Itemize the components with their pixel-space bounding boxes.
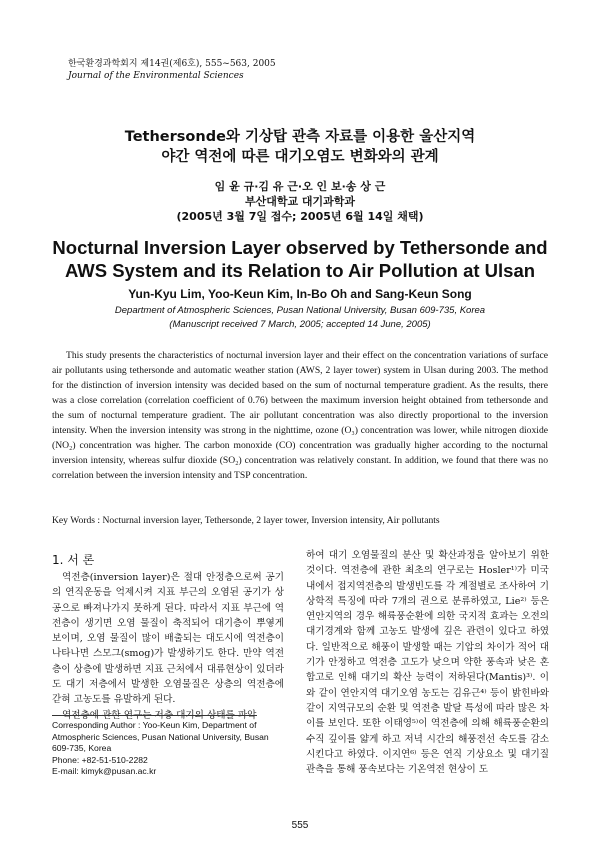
footnote-divider <box>52 715 257 716</box>
english-title-line1: Nocturnal Inversion Layer observed by Tethersonde and <box>52 237 548 258</box>
korean-dates: (2005년 3월 7일 접수; 2005년 6월 14일 채택) <box>176 210 424 223</box>
footnote-author: Corresponding Author : Yoo-Keun Kim, Department of Atmospheric Sciences, Pusan National University, Busan 609-735, Korea <box>52 720 269 753</box>
footnote-email: E-mail: kimyk@pusan.ac.kr <box>52 766 157 776</box>
english-dates: (Manuscript received 7 March, 2005; accepted 14 June, 2005) <box>169 319 431 330</box>
keywords: Key Words : Nocturnal inversion layer, Tethersonde, 2 layer tower, Inversion intensity, Air pollutants <box>52 515 440 526</box>
footnote-phone: Phone: +82-51-510-2282 <box>52 754 148 765</box>
running-head <box>68 58 276 82</box>
abstract: This study presents the characteristics of nocturnal inversion layer and their effect on the concentration variations of surface air pollutants using tethersonde and automatic weather station (AWS, 2 layer tower) system in Ulsan during 2003. The method for the distinction of inversion intensity was decided based on the sum of nocturnal temperature gradient. As the results, there was a close correlation (correlation coefficient of 0.76) between the maximum inversion height obtained from tethersonde and the sum of nocturnal temperature gradient. The air pollutant concentration was also directly proportional to the inversion intensity. When the inversion intensity was strong in the nighttime, ozone (O₃) concentration was lower, while nitrogen dioxide (NO₂) concentration was higher. The carbon monoxide (CO) concentration was gradually higher according to the nocturnal inversion intensity, whereas sulfur dioxide (SO₂) concentration was relatively constant. In addition, we found that there was no correlation between the inversion intensity and TSP concentration. <box>52 350 548 481</box>
english-authors: Yun-Kyu Lim, Yoo-Keun Kim, In-Bo Oh and Sang-Keun Song <box>128 287 472 301</box>
page-number: 555 <box>291 820 309 831</box>
section-heading: 1. 서 론 <box>52 553 95 567</box>
korean-affiliation: 부산대학교 대기과학과 <box>244 195 356 208</box>
right-column <box>306 548 549 777</box>
journal-citation: 한국환경과학회지 제14권(제6호), 555~563, 2005 <box>68 59 276 69</box>
english-affiliation: Department of Atmospheric Sciences, Pusan National University, Busan 609-735, Korea <box>114 305 486 316</box>
intro-paragraph-2: 역전층에 관한 연구는 저층 대기의 상태를 파악 <box>62 709 257 721</box>
intro-paragraph-2-continued: 하여 대기 오염물질의 분산 및 확산과정을 알아보기 위한 것이다. 역전층에 관한 최초의 연구로는 Hosler¹⁾가 미국 내에서 접지역전층의 발생빈도를 각 계절별로 조사하여 기상학적 특징에 따라 7개의 권으로 분류하였고, Lie²⁾ 등은 연안지역의 경우 해륙풍순환에 의한 국지적 효과는 오전의 대기경계와 함께 고농도 발생에 깊은 관련이 있다고 하였다. 일반적으로 해풍이 발생할 때는 기압의 차이가 적어 대기가 안정하고 역전층 고도가 낮으며 약한 풍속과 낮은 혼합고로 인해 대기의 확산 능력이 저하된다(Mantis)³⁾. 이와 같이 연안지역 대기오염 농도는 김유근⁴⁾ 등이 밝힌바와 같이 지역규모의 순환 및 역전층 발달 특성에 따라 많은 차이를 보인다. 또한 이태영⁵⁾이 역전층에 의해 해륙풍순환의 수직 깊이를 얇게 하고 저녁 시간의 해풍전선 속도를 감소시킨다고 하였다. 이지연⁶⁾ 등은 연직 기상요소 및 대기질 관측을 통해 풍속보다는 기온역전 현상이 도 <box>306 550 549 776</box>
korean-title-line2: 야간 역전에 따른 대기오염도 변화와의 관계 <box>161 149 439 165</box>
korean-authors: 임 윤 규·김 유 근·오 인 보·송 상 근 <box>214 180 386 193</box>
left-column <box>52 552 284 723</box>
intro-paragraph-1: 역전층(inversion layer)은 절대 안정층으로써 공기의 연직운동을 억제시켜 지표 부근의 오염된 공기가 상공으로 빠져나가지 못하게 된다. 따라서 지표 부근에 역전층이 생기면 오염 물질이 축적되어 대기층이 뿌옇게 보이며, 오염 물질이 많이 배출되는 대도시에 역전층이 나타나면 스모그(smog)가 발생하기도 한다. 만약 역전층이 상층에 발생하면 지표 근처에서 대류현상이 있더라도 대기 저층에서 발생한 오염물질은 상층의 역전층에 갇혀 고농도를 유발하게 된다. <box>52 572 284 706</box>
english-title <box>20 236 580 282</box>
korean-title-line1: Tethersonde와 기상탑 관측 자료를 이용한 울산지역 <box>124 129 476 145</box>
korean-title <box>30 127 570 167</box>
journal-name: Journal of the Environmental Sciences <box>68 71 244 81</box>
english-title-line2: AWS System and its Relation to Air Pollution at Ulsan <box>64 260 536 281</box>
corresponding-author-footnote <box>52 720 277 778</box>
